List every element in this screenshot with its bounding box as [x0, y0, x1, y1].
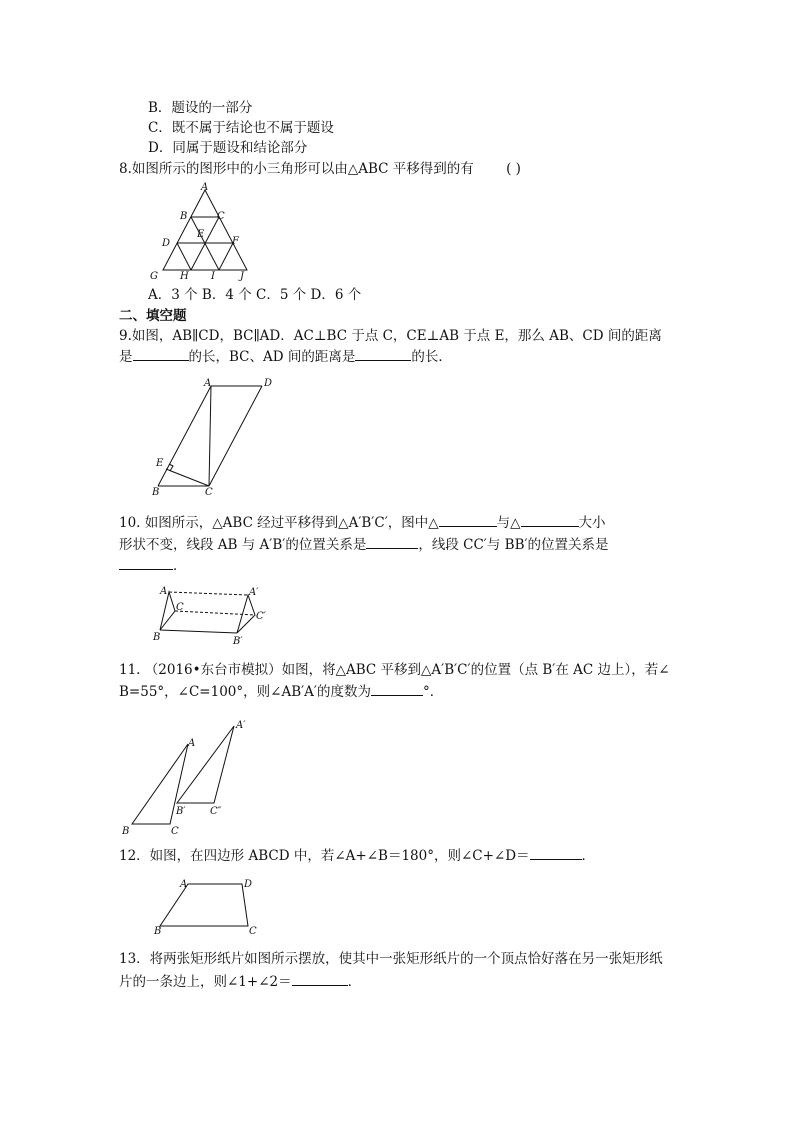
q11-label-c: C: [171, 826, 179, 837]
q13-line2: 片的一条边上，则∠1+∠2＝ ．: [119, 971, 361, 992]
q8-label-c: C: [217, 211, 225, 222]
q8-label-f: F: [232, 236, 239, 247]
q12-label-a: A: [180, 879, 188, 890]
q8-label-b: B: [180, 211, 188, 222]
q8-label-h: H: [180, 271, 189, 282]
q10-line1: 10. 如图所示，△ABC 经过平移得到△A′B′C′，图中△ 与△ 大小: [119, 512, 606, 533]
option-c: C．既不属于结论也不属于题设: [148, 120, 334, 136]
option-b: B．题设的一部分: [148, 100, 253, 116]
q13-line1: 13．将两张矩形纸片如图所示摆放，使其中一张矩形纸片的一个顶点恰好落在另一张矩形纸: [119, 951, 663, 967]
q10-blank-2[interactable]: [521, 512, 579, 527]
q8-answers: A．3 个 B．4 个 C．5 个 D．6 个: [148, 287, 362, 303]
q10-blank-4[interactable]: [119, 555, 173, 570]
q12-blank[interactable]: [530, 845, 582, 860]
q11-translation-figure: [118, 714, 258, 838]
q10-line2: 形状不变，线段 AB 与 A′B′的位置关系是 ，线段 CC′与 BB′的位置关系是: [119, 534, 609, 555]
q9-line2: 是 的长，BC、AD 间的距离是 的长．: [119, 346, 452, 367]
q12-line1: 12．如图，在四边形 ABCD 中，若∠A+∠B＝180°，则∠C+∠D＝ ．: [119, 845, 595, 866]
q11-label-c2: C″: [210, 806, 222, 817]
q8-triangle-figure: [150, 182, 260, 282]
q10-label-c2: C′: [256, 611, 266, 622]
q10-blank-1[interactable]: [439, 512, 497, 527]
q12-label-c: C: [249, 926, 257, 937]
q11-line2: B=55°，∠C=100°，则∠AB′A′的度数为 °．: [119, 681, 443, 702]
q10-line3: ．: [119, 555, 187, 576]
q10-label-a: A: [160, 586, 168, 597]
q8-label-i: I: [211, 271, 215, 282]
q9-label-d: D: [264, 378, 273, 389]
q12-label-b: B: [154, 926, 162, 937]
q12-quadrilateral-figure: [150, 874, 266, 938]
q11-label-a: A: [188, 738, 196, 749]
q8-label-j: J: [240, 271, 245, 282]
q11-label-b: B: [122, 826, 130, 837]
q10-translation-figure: [145, 582, 275, 648]
q8-label-a: A: [201, 182, 209, 193]
q13-blank[interactable]: [292, 971, 348, 986]
q9-parallelogram-figure: [150, 376, 273, 498]
q8-label-e: E: [197, 229, 205, 240]
q9-label-b: B: [152, 487, 160, 498]
q11-blank[interactable]: [371, 681, 423, 696]
q12-label-d: D: [244, 879, 253, 890]
q10-label-a2: A′: [249, 587, 259, 598]
q9-line1: 9.如图，AB∥CD，BC∥AD．AC⊥BC 于点 C，CE⊥AB 于点 E，那么 AB、CD 间的距离: [119, 328, 662, 344]
option-d: D．同属于题设和结论部分: [148, 140, 308, 156]
q8-label-g: G: [150, 271, 158, 282]
q9-blank-2[interactable]: [355, 346, 411, 361]
q8-stem: 8.如图所示的图形中的小三角形可以由△ABC 平移得到的有 ( ): [119, 161, 521, 177]
q11-label-b2: B′: [176, 806, 186, 817]
q11-label-a2: A′: [236, 720, 246, 731]
section-title: 二、填空题: [119, 308, 187, 324]
q9-blank-1[interactable]: [133, 346, 189, 361]
q10-blank-3[interactable]: [366, 534, 418, 549]
q8-label-d: D: [162, 238, 171, 249]
q9-label-e: E: [156, 458, 164, 469]
q9-label-a: A: [204, 378, 212, 389]
q10-label-c: C: [176, 602, 184, 613]
q10-label-b2: B′: [233, 636, 243, 647]
q11-line1: 11. （2016•东台市模拟）如图，将△ABC 平移到△A′B′C′的位置（点 B′在 AC 边上），若∠: [119, 662, 670, 678]
q10-label-b: B: [153, 632, 161, 643]
q9-label-c: C: [205, 487, 213, 498]
